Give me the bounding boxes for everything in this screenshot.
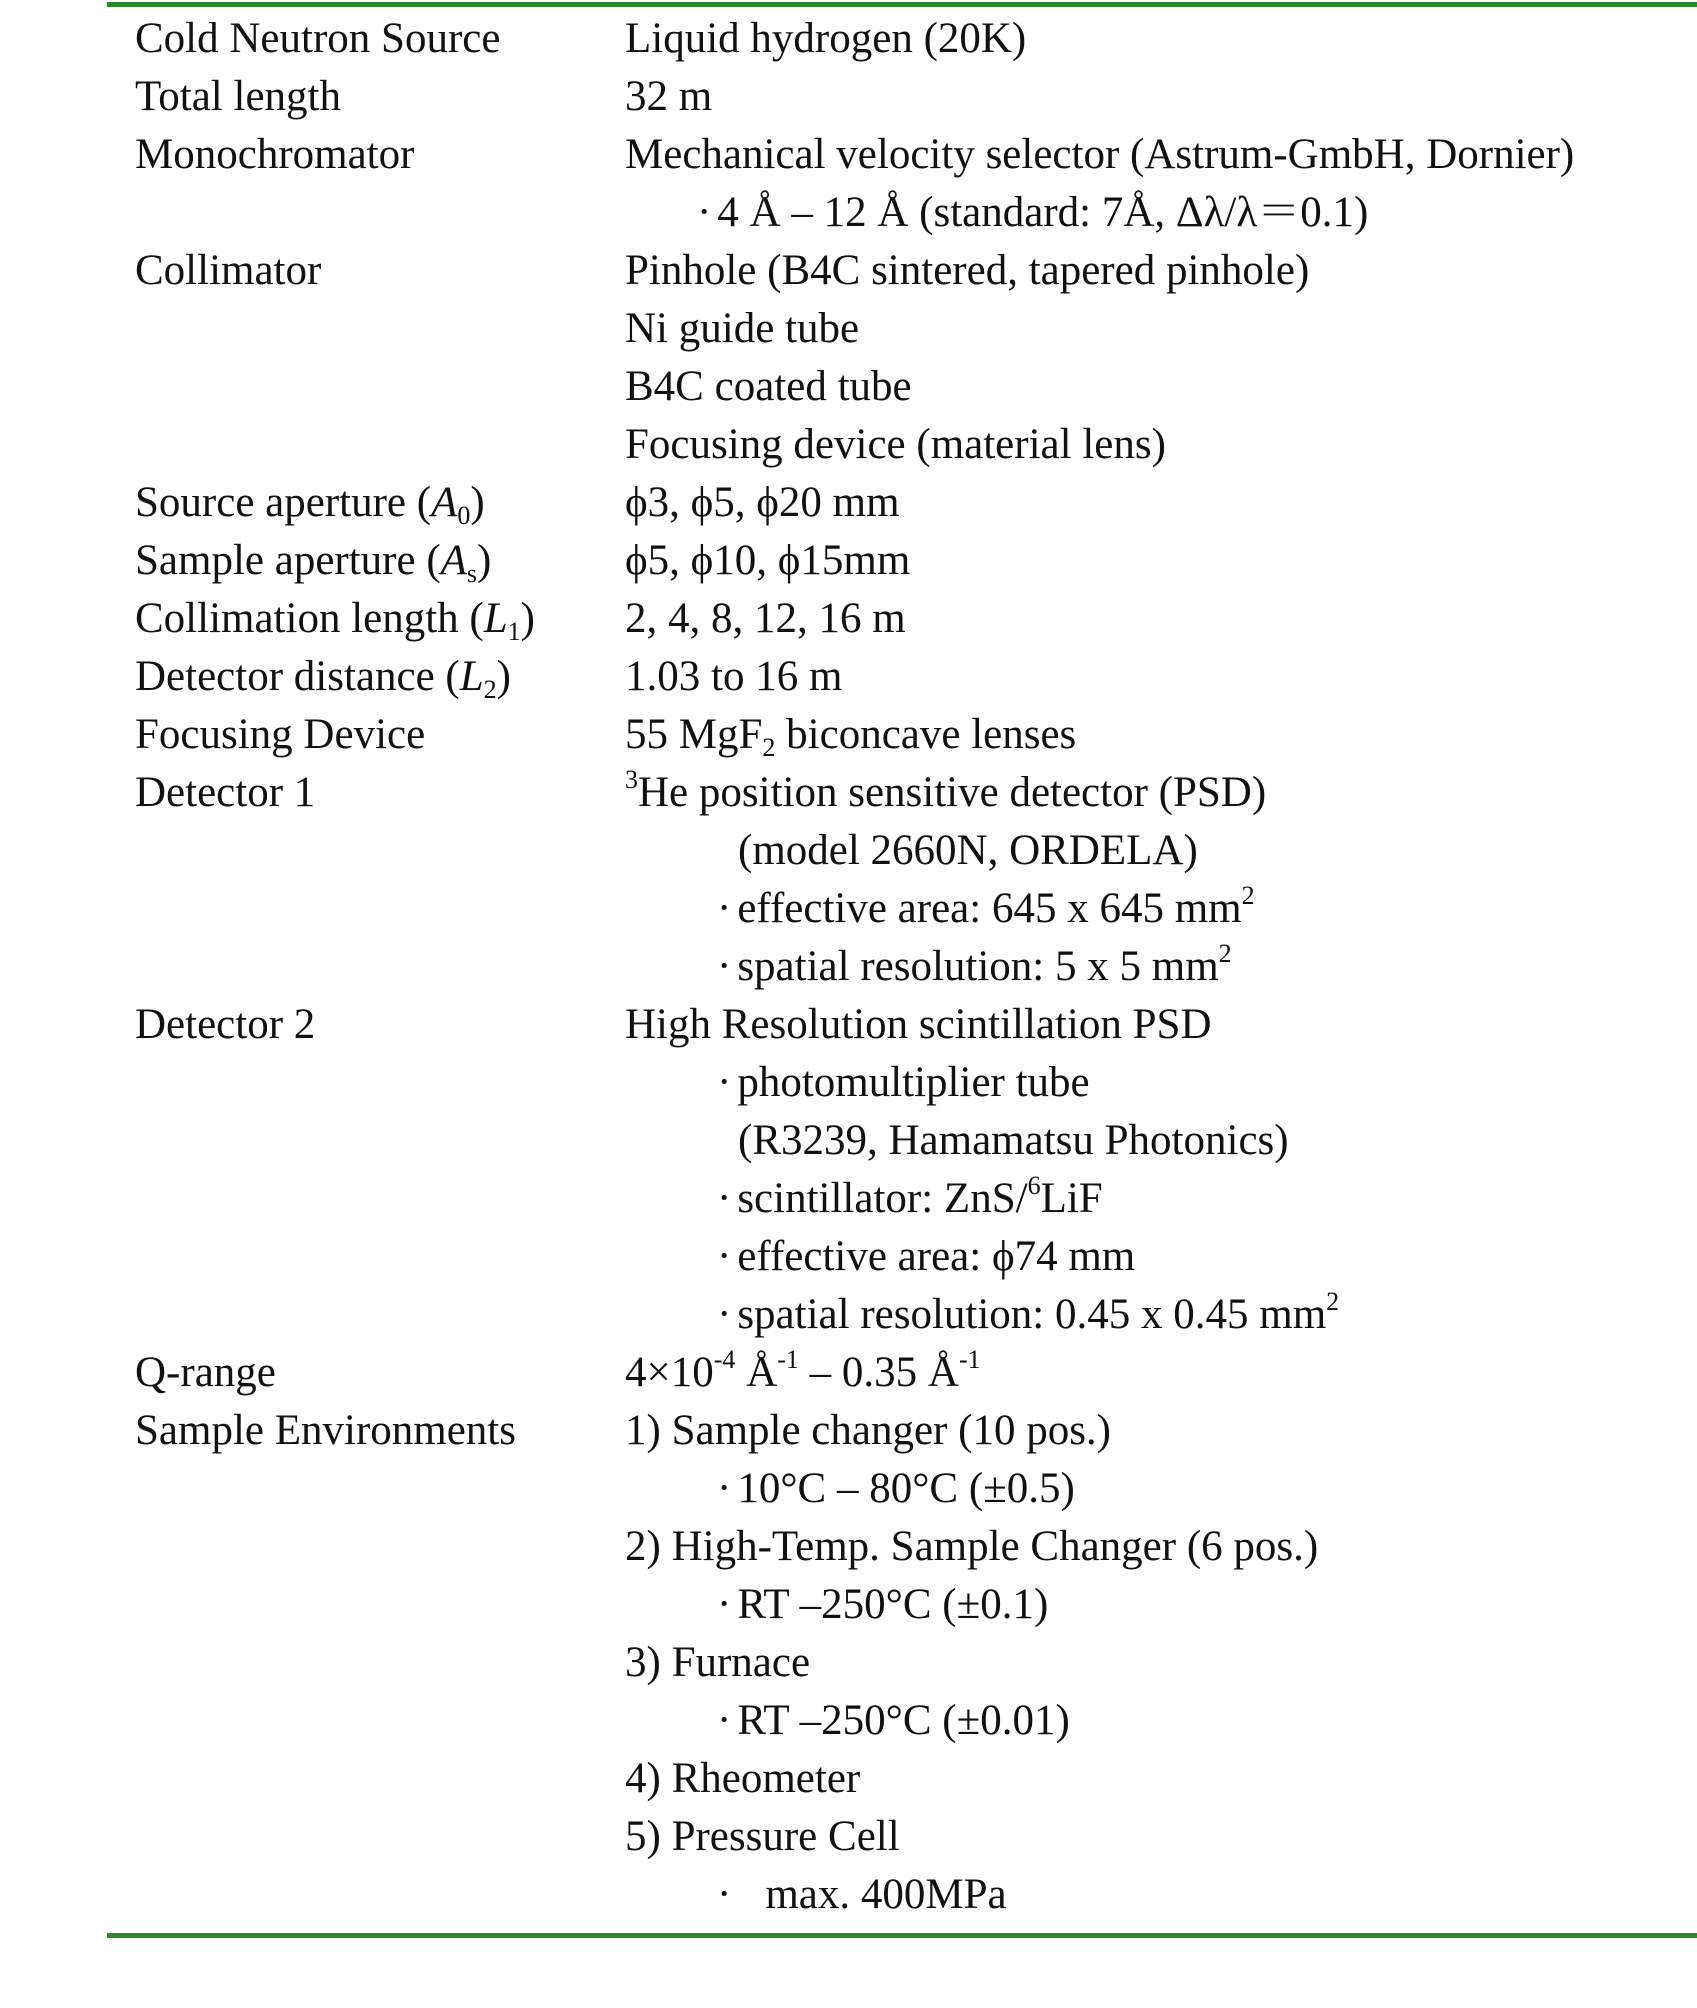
value-detector-2: High Resolution scintillation PSD <box>625 1001 1212 1048</box>
label-detector-1: Detector 1 <box>135 769 316 816</box>
value-detector-1: $^3$He position sensitive detector (PSD) <box>625 765 1267 816</box>
detector-2-effective-area: · effective area: ϕ74 mm <box>717 1233 1136 1280</box>
detector-2-spatial-resolution: · spatial resolution: 0.45 x 0.45 $mm^2$ <box>717 1287 1340 1338</box>
value-source-aperture: ϕ3, ϕ5, ϕ20 mm <box>625 479 900 526</box>
value-collimator-ni-guide: Ni guide tube <box>625 305 860 352</box>
label-source-aperture: Source aperture $(A_0)$ <box>135 479 485 530</box>
value-detector-distance: 1.03 to 16 m <box>625 653 843 700</box>
label-sample-environments: Sample Environments <box>135 1407 516 1454</box>
env-furnace: 3) Furnace <box>625 1639 811 1686</box>
label-cold-neutron-source: Cold Neutron Source <box>135 15 501 62</box>
label-total-length: Total length <box>135 73 341 120</box>
env-high-temp-changer-range: · RT –250°C (±0.1) <box>717 1581 1049 1628</box>
detector-2-scintillator: · scintillator: ZnS/$^6$LiF <box>717 1171 1103 1222</box>
detector-1-effective-area: · effective area: 645 x 645 $mm^2$ <box>717 881 1255 932</box>
detector-2-photomultiplier-model: (R3239, Hamamatsu Photonics) <box>738 1117 1289 1164</box>
top-rule <box>107 2 1697 7</box>
value-collimator-focusing: Focusing device (material lens) <box>625 421 1166 468</box>
env-high-temp-changer: 2) High-Temp. Sample Changer (6 pos.) <box>625 1523 1319 1570</box>
value-focusing-device: 55 MgF$_2$ biconcave lenses <box>625 711 1077 762</box>
value-collimator-pinhole: Pinhole (B4C sintered, tapered pinhole) <box>625 247 1310 294</box>
value-detector-1-model: (model 2660N, ORDELA) <box>738 827 1198 874</box>
env-pressure-cell: 5) Pressure Cell <box>625 1813 900 1860</box>
label-focusing-device: Focusing Device <box>135 711 426 758</box>
value-total-length: 32 m <box>625 73 713 120</box>
env-pressure-cell-max: · max. 400MPa <box>717 1871 1007 1918</box>
label-q-range: Q-range <box>135 1349 276 1396</box>
value-sample-aperture: ϕ5, ϕ10, ϕ15mm <box>625 537 911 584</box>
value-collimator-b4c-tube: B4C coated tube <box>625 363 912 410</box>
monochromator-detail: · 4 Å – 12 Å (standard: 7Å, Δλ/λ＝0.1) <box>697 189 1369 236</box>
label-sample-aperture: Sample aperture $(A_s)$ <box>135 537 492 588</box>
env-rheometer: 4) Rheometer <box>625 1755 861 1802</box>
value-cold-neutron-source: Liquid hydrogen (20K) <box>625 15 1027 62</box>
value-monochromator: Mechanical velocity selector (Astrum-GmbH, Dornier) <box>625 131 1575 178</box>
label-detector-2: Detector 2 <box>135 1001 316 1048</box>
value-q-range: $4\times 10^{-4}$ $Å^{-1} - 0.35$ $Å^{-1}$ <box>625 1345 981 1396</box>
detector-1-spatial-resolution: · spatial resolution: 5 x 5 $mm^2$ <box>717 939 1232 990</box>
label-collimator: Collimator <box>135 247 322 294</box>
env-furnace-range: · RT –250°C (±0.01) <box>717 1697 1070 1744</box>
label-collimation-length: Collimation length $(L_1)$ <box>135 595 535 646</box>
env-sample-changer: 1) Sample changer (10 pos.) <box>625 1407 1111 1454</box>
env-sample-changer-range: · 10°C – 80°C (±0.5) <box>717 1465 1075 1512</box>
label-monochromator: Monochromator <box>135 131 415 178</box>
label-detector-distance: Detector distance $(L_2)$ <box>135 653 511 704</box>
bottom-rule <box>107 1933 1697 1938</box>
value-collimation-length: 2, 4, 8, 12, 16 m <box>625 595 906 642</box>
detector-2-photomultiplier: · photomultiplier tube <box>717 1059 1090 1106</box>
bullet: · <box>697 189 712 236</box>
